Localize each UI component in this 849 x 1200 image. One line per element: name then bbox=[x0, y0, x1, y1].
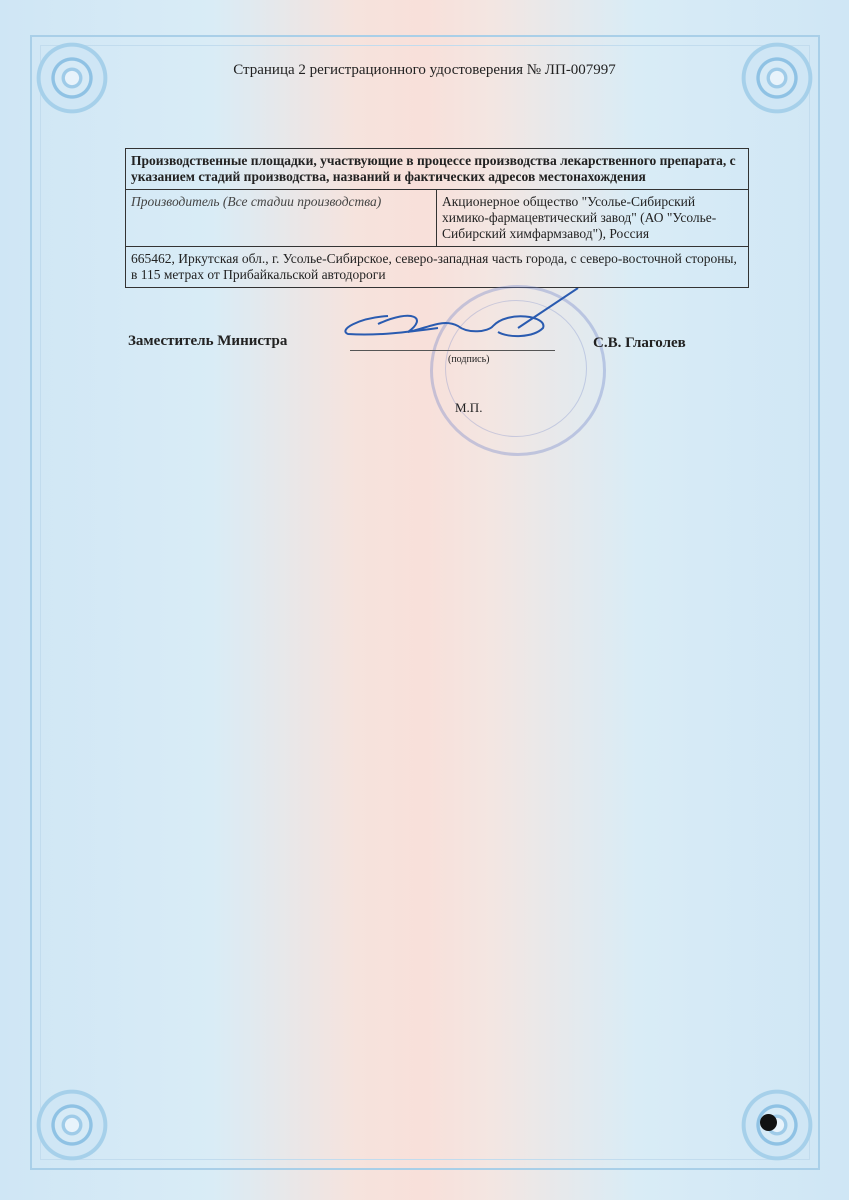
punch-hole bbox=[760, 1114, 777, 1131]
corner-rosette-icon bbox=[32, 1085, 112, 1165]
seal-label: М.П. bbox=[455, 400, 483, 415]
table-heading: Производственные площадки, участвующие в процессе производства лекарственного препарата, с указанием стадий производства, названий и фактических адресов местонахождения bbox=[126, 149, 749, 190]
manufacturer-company: Акционерное общество "Усолье-Сибирский химико-фармацевтический завод" (АО "Усолье-Сибирский химфармзавод"), Россия bbox=[437, 190, 749, 247]
manufacturer-role: Производитель (Все стадии производства) bbox=[126, 190, 437, 247]
signatory-position: Заместитель Министра bbox=[128, 333, 288, 349]
page-title: Страница 2 регистрационного удостоверения № ЛП-007997 bbox=[233, 62, 616, 78]
production-sites-table bbox=[125, 148, 749, 288]
signatory-name: С.В. Глаголев bbox=[593, 335, 686, 351]
manufacturer-address: 665462, Иркутская обл., г. Усолье-Сибирское, северо-западная часть города, с северо-восточной стороны, в 115 метрах от Прибайкальской автодороги bbox=[126, 247, 749, 288]
signature-caption: (подпись) bbox=[448, 354, 490, 365]
corner-rosette-icon bbox=[737, 1085, 817, 1165]
handwritten-signature bbox=[318, 288, 598, 358]
